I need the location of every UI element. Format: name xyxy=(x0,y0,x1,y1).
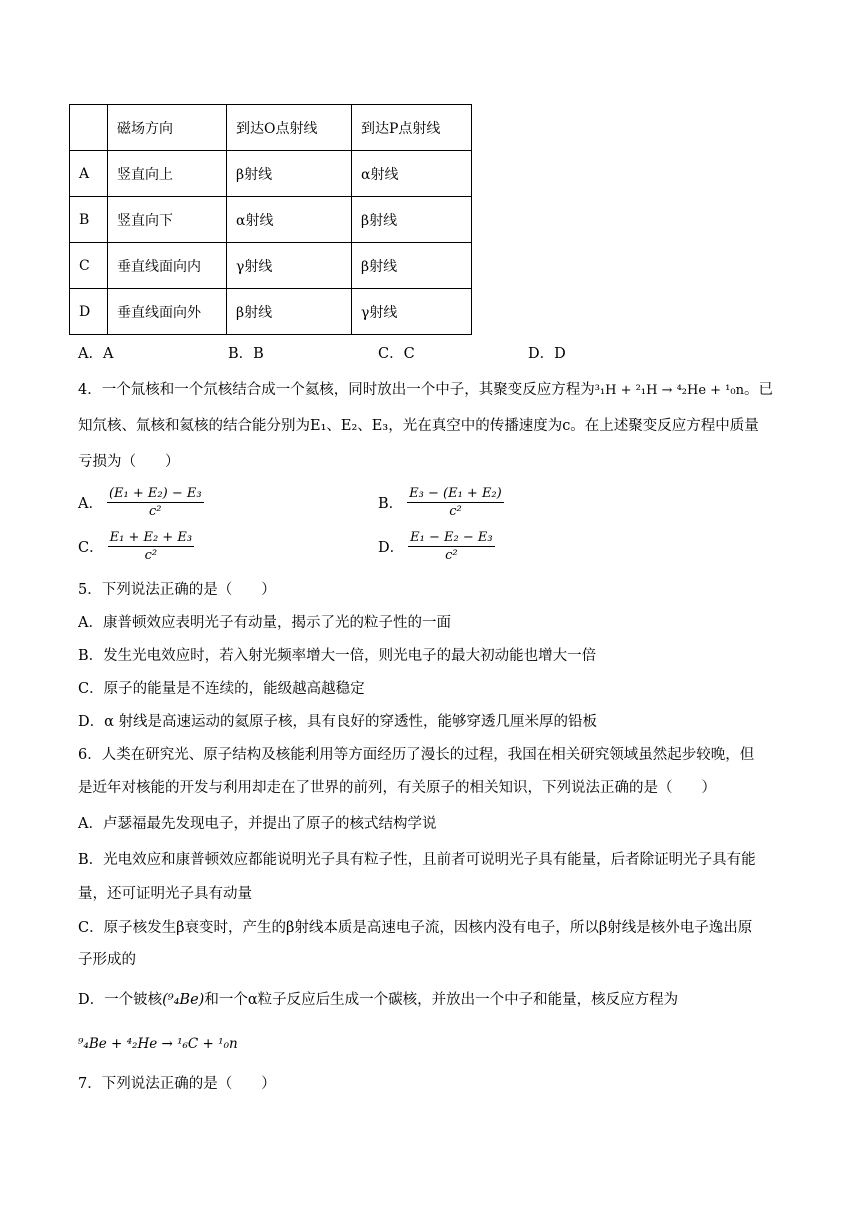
option-label: A． xyxy=(78,496,103,512)
q6-d-text: D．一个铍核 xyxy=(78,992,163,1008)
table-cell: γ射线 xyxy=(352,289,472,335)
q6-d-text-end: 和一个α粒子反应后生成一个碳核，并放出一个中子和能量，核反应方程为 xyxy=(204,992,679,1008)
table-cell: α射线 xyxy=(352,151,472,197)
table-row xyxy=(70,197,472,243)
table-row xyxy=(70,151,472,197)
table-cell: β射线 xyxy=(227,151,352,197)
table-cell xyxy=(70,105,108,151)
q6-option-c-line1: C．原子核发生β衰变时，产生的β射线本质是高速电子流，因核内没有电子，所以β射线是核外电子逸出原 xyxy=(78,920,753,936)
table-cell: B xyxy=(70,197,108,243)
q4-stem-line1 xyxy=(78,380,773,401)
q3-option-d: D．D xyxy=(528,346,566,362)
q7-stem: 7．下列说法正确的是（ ） xyxy=(78,1076,276,1092)
q6-option-b-line1: B．光电效应和康普顿效应都能说明光子具有粒子性，且前者可说明光子具有能量，后者除证明光子具有能 xyxy=(78,852,756,868)
fraction-numerator: E₁ − E₂ − E₃ xyxy=(410,530,493,545)
fraction-numerator: E₁ + E₂ + E₃ xyxy=(109,530,193,545)
q5-option-c: C．原子的能量是不连续的，能级越高越稳定 xyxy=(78,681,365,697)
table-cell: C xyxy=(70,243,108,289)
q6-stem-line1: 6．人类在研究光、原子结构及核能利用等方面经历了漫长的过程，我国在相关研究领域虽然起步较晚，但 xyxy=(78,747,755,763)
answer-table xyxy=(69,104,472,335)
table-cell: 垂直线面向内 xyxy=(108,243,227,289)
q6-option-d-line1 xyxy=(78,990,678,1010)
fraction xyxy=(407,486,504,519)
table-cell: 到达P点射线 xyxy=(352,105,472,151)
fraction xyxy=(108,530,194,563)
fraction-denominator: c² xyxy=(449,504,462,519)
option-label: C． xyxy=(78,540,104,556)
q5-option-b: B．发生光电效应时，若入射光频率增大一倍，则光电子的最大初动能也增大一倍 xyxy=(78,648,597,664)
fraction-denominator: c² xyxy=(149,504,162,519)
table-cell: β射线 xyxy=(352,243,472,289)
table-cell: β射线 xyxy=(352,197,472,243)
q6-stem-line2: 是近年对核能的开发与利用却走在了世界的前列，有关原子的相关知识，下列说法正确的是（ ） xyxy=(78,780,716,796)
table-cell: A xyxy=(70,151,108,197)
q6-option-c-line2: 子形成的 xyxy=(78,952,136,968)
table-header-row xyxy=(70,105,472,151)
table-cell: γ射线 xyxy=(227,243,352,289)
q4-stem-line3: 亏损为（ ） xyxy=(78,454,180,470)
q5-option-d: D．α 射线是高速运动的氦原子核，具有良好的穿透性，能够穿透几厘米厚的铅板 xyxy=(78,714,598,730)
q4-equation: ³₁H + ²₁H → ⁴₂He + ¹₀n xyxy=(594,383,744,398)
table-cell: 竖直向上 xyxy=(108,151,227,197)
table-cell: 垂直线面向外 xyxy=(108,289,227,335)
q4-stem-text-end: 。已 xyxy=(743,382,773,398)
option-label: D． xyxy=(378,540,405,556)
table-row xyxy=(70,243,472,289)
fraction-numerator: E₃ − (E₁ + E₂) xyxy=(409,486,502,501)
table-cell: 磁场方向 xyxy=(108,105,227,151)
q4-stem-line2: 知氘核、氚核和氦核的结合能分别为E₁、E₂、E₃，光在真空中的传播速度为c。在上述聚变反应方程中质量 xyxy=(78,418,759,434)
table-cell: 到达O点射线 xyxy=(227,105,352,151)
q5-stem: 5．下列说法正确的是（ ） xyxy=(78,582,276,598)
fraction-denominator: c² xyxy=(445,548,458,563)
q5-option-a: A．康普顿效应表明光子有动量，揭示了光的粒子性的一面 xyxy=(78,615,451,631)
q3-option-b: B．B xyxy=(228,346,264,362)
q4-option-a xyxy=(78,486,204,519)
q6-option-a: A．卢瑟福最先发现电子，并提出了原子的核式结构学说 xyxy=(78,816,437,832)
option-label: B． xyxy=(378,496,404,512)
fraction-denominator: c² xyxy=(144,548,158,563)
table-cell: α射线 xyxy=(227,197,352,243)
q3-option-c: C．C xyxy=(378,346,415,362)
q3-option-a: A．A xyxy=(78,346,114,362)
q4-option-c xyxy=(78,530,194,563)
table-cell: β射线 xyxy=(227,289,352,335)
q6-option-b-line2: 量，还可证明光子具有动量 xyxy=(78,886,252,902)
table-cell: D xyxy=(70,289,108,335)
table-row xyxy=(70,289,472,335)
q4-stem-text: 4．一个氚核和一个氘核结合成一个氦核，同时放出一个中子，其聚变反应方程为 xyxy=(78,382,595,398)
beryllium-nuclide: (⁹₄Be) xyxy=(162,992,205,1008)
table-cell: 竖直向下 xyxy=(108,197,227,243)
fraction-numerator: (E₁ + E₂) − E₃ xyxy=(108,486,202,501)
fraction xyxy=(107,486,204,519)
q4-option-d xyxy=(378,530,495,563)
q4-option-b xyxy=(378,486,504,519)
q6-option-d-equation: ⁹₄Be + ⁴₂He → ¹₆C + ¹₀n xyxy=(78,1036,238,1052)
fraction xyxy=(408,530,494,563)
